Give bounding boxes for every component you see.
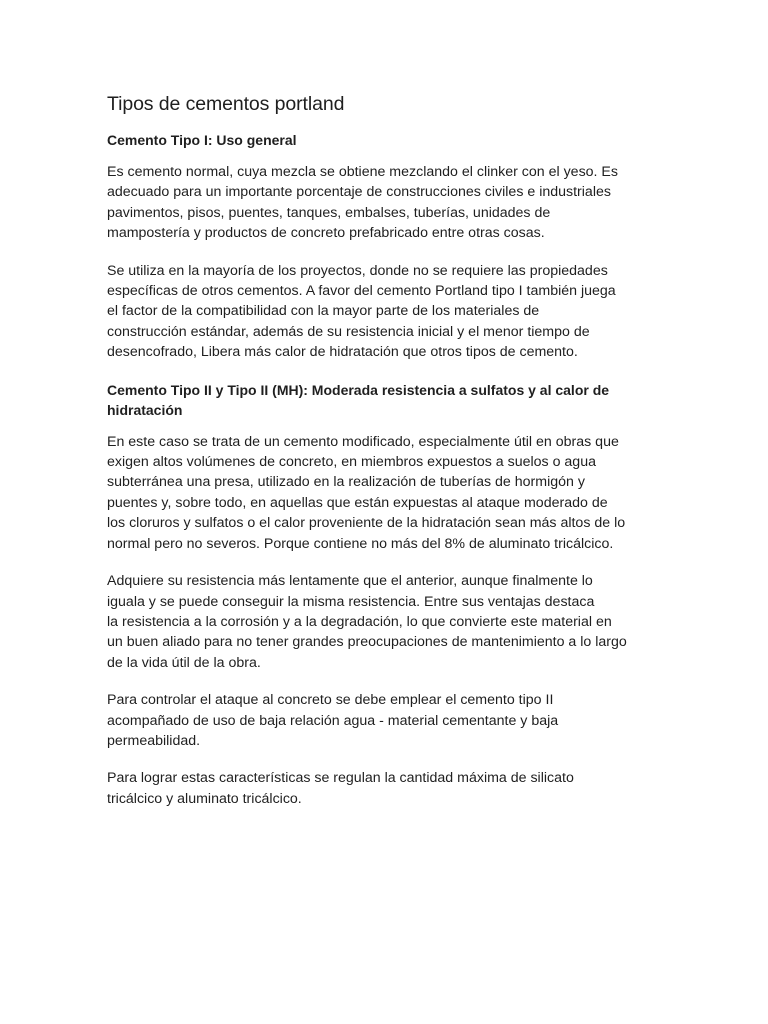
paragraph: En este caso se trata de un cemento modificado, especialmente útil en obras que exigen altos volúmenes de concreto, en miembros expuestos a suelos o agua subterránea una presa, utilizado en la realización de tuberías de hormigón y puentes y, sobre todo, en aquellas que están expuestas al ataque moderado de los cloruros y sulfatos o el calor proveniente de la hidratación sean más altos de lo normal pero no severos. Porque contiene no más del 8% de aluminato tricálcico.	[107, 433, 626, 552]
paragraph: Es cemento normal, cuya mezcla se obtiene mezclando el clinker con el yeso. Es adecuado para un importante porcentaje de construcciones civiles e industriales pavimentos, pisos, puentes, tanques, embalses, tuberías, unidades de mampostería y productos de concreto prefabricado entre otras cosas.	[107, 164, 618, 242]
paragraph: Adquiere su resistencia más lentamente que el anterior, aunque finalmente lo iguala y se puede conseguir la misma resistencia. Entre sus ventajas destaca la resistencia a la corrosión y a la degradación, lo que convierte este material en un buen aliado para no tener grandes preocupaciones de mantenimiento a lo largo de la vida útil de la obra.	[107, 573, 627, 671]
section-heading: Cemento Tipo I: Uso general	[107, 132, 297, 148]
section-tipo-ii	[107, 380, 668, 810]
paragraph: Se utiliza en la mayoría de los proyectos, donde no se requiere las propiedades específicas de otros cementos. A favor del cemento Portland tipo I también juega el factor de la compatibilidad con la mayor parte de los materiales de construcción estándar, además de su resistencia inicial y el menor tiempo de desencofrado, Libera más calor de hidratación que otros tipos de cemento.	[107, 262, 616, 361]
paragraph: Para lograr estas características se regulan la cantidad máxima de silicato tricálcico y aluminato tricálcico.	[107, 770, 574, 807]
section-heading: Cemento Tipo II y Tipo II (MH): Moderada resistencia a sulfatos y al calor de hidratación	[107, 381, 610, 418]
document-title: Tipos de cementos portland	[107, 93, 345, 115]
section-tipo-i	[107, 130, 668, 363]
paragraph: Para controlar el ataque al concreto se debe emplear el cemento tipo II acompañado de uso de baja relación agua - material cementante y baja permeabilidad.	[107, 692, 559, 749]
